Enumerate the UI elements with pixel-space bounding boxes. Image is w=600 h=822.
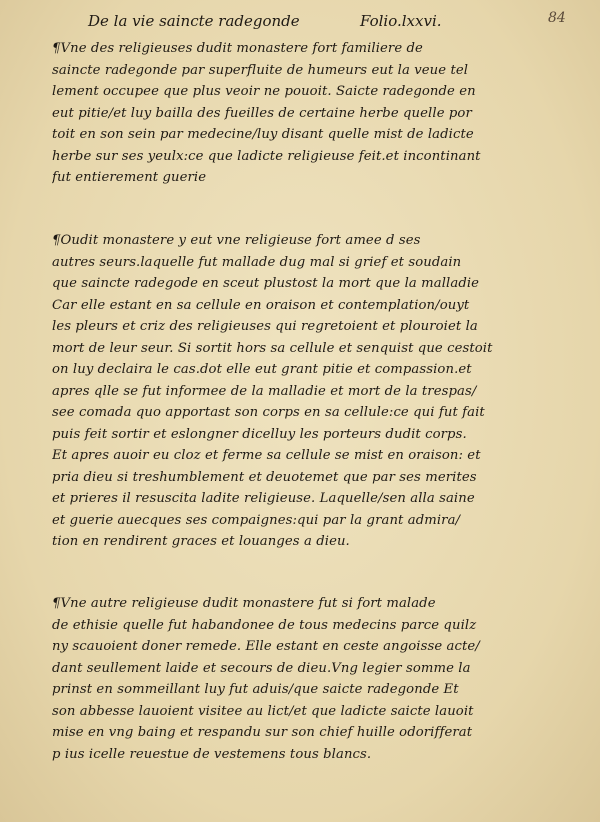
text-line: mort de leur seur. Si sortit hors sa cellule et senquist que cestoit <box>52 340 493 356</box>
text-line: son abbesse lauoient visitee au lict/et que ladicte saicte lauoit <box>52 703 474 719</box>
text-line: toit en son sein par medecine/luy disant quelle mist de ladicte <box>52 127 474 142</box>
text-line: tion en rendirent graces et louanges a dieu. <box>52 534 350 549</box>
text-line: see comada quo apportast son corps en sa cellule:ce qui fut fait <box>52 405 485 420</box>
text-line: Et apres auoir eu cloz et ferme sa cellule se mist en oraison: et <box>52 448 481 463</box>
text-line: on luy declaira le cas.dot elle eut grant pitie et compassion.et <box>52 362 472 377</box>
text-line: prinst en sommeillant luy fut aduis/que saicte radegonde Et <box>52 682 459 697</box>
text-line: dant seullement laide et secours de dieu.Vng legier somme la <box>52 660 471 676</box>
page-number: 84 <box>548 10 566 26</box>
text-line: p ius icelle reuestue de vestemens tous blancs. <box>52 746 372 762</box>
text-line: fut entierement guerie <box>52 170 207 185</box>
text-line: et prieres il resuscita ladite religieuse. Laquelle/sen alla saine <box>52 491 475 506</box>
text-line: ¶Vne autre religieuse dudit monastere fut si fort malade <box>52 596 436 611</box>
text-line: ¶Oudit monastere y eut vne religieuse fort amee d ses <box>52 233 421 248</box>
text-line: saincte radegonde par superfluite de humeurs eut la veue tel <box>52 62 469 78</box>
text-line: que saincte radegode en sceut plustost la mort que la malladie <box>52 276 480 291</box>
paragraph-2 <box>52 230 514 553</box>
text-line: apres qlle se fut informee de la malladie et mort de la trespas/ <box>52 383 477 399</box>
text-line: de ethisie quelle fut habandonee de tous medecins parce quilz <box>52 617 477 633</box>
text-line: mise en vng baing et respandu sur son chief huille odorifferat <box>52 725 473 740</box>
text-line: et guerie auecques ses compaignes:qui par la grant admira/ <box>52 512 461 528</box>
text-line: herbe sur ses yeulx:ce que ladicte religieuse feit.et incontinant <box>52 148 481 164</box>
text-line: ny scauoient doner remede. Elle estant en ceste angoisse acte/ <box>52 639 480 654</box>
text-line: Car elle estant en sa cellule en oraison et contemplation/ouyt <box>52 297 470 313</box>
text-line: pria dieu si treshumblement et deuotemet que par ses merites <box>52 469 477 485</box>
text-line: les pleurs et criz des religieuses qui regretoient et plouroiet la <box>52 319 478 334</box>
text-line: lement occupee que plus veoir ne pouoit. Saicte radegonde en <box>52 84 476 99</box>
running-title: De la vie saincte radegonde <box>88 12 300 30</box>
text-line: ¶Vne des religieuses dudit monastere fort familiere de <box>52 41 423 56</box>
text-line: puis feit sortir et eslongner dicelluy les porteurs dudit corps. <box>52 426 467 442</box>
text-line: eut pitie/et luy bailla des fueilles de certaine herbe quelle por <box>52 105 472 121</box>
running-head <box>88 12 488 34</box>
paragraph-3 <box>52 593 514 765</box>
paragraph-1 <box>52 38 514 189</box>
text-line: autres seurs.laquelle fut mallade dug mal si grief et soudain <box>52 254 462 270</box>
folio-number: Folio.lxxvi. <box>360 12 442 30</box>
